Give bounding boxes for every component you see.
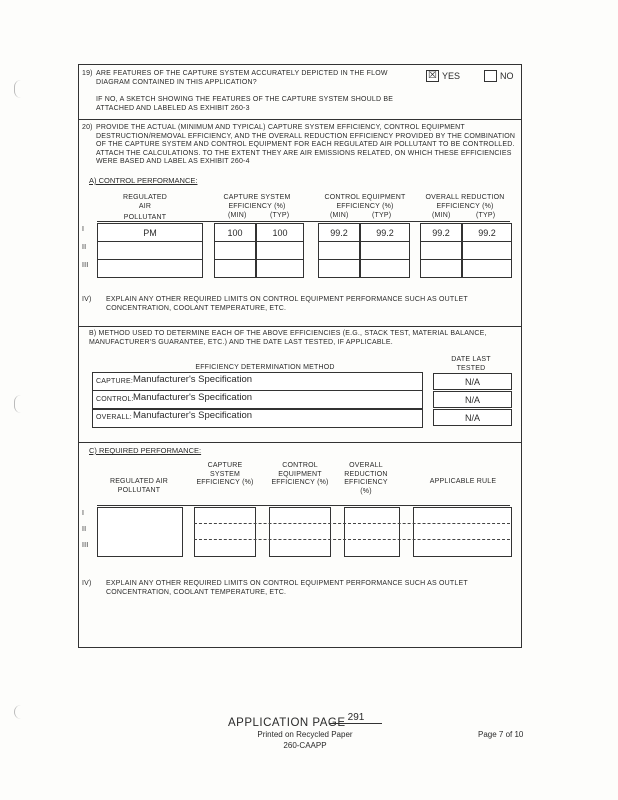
method-header: EFFICIENCY DETERMINATION METHOD (195, 364, 335, 371)
section-a-explain: EXPLAIN ANY OTHER REQUIRED LIMITS ON CONTROL EQUIPMENT PERFORMANCE SUCH AS OUTLET CONCENTRATION, COOLANT TEMPERATURE, ETC. (106, 296, 468, 312)
section-a-title: A) CONTROL PERFORMANCE: (89, 176, 198, 185)
ctl-typ-field[interactable]: 99.2 (360, 223, 410, 242)
divider (78, 442, 521, 443)
cap-min-field[interactable]: 100 (214, 223, 256, 242)
c-control-field[interactable] (269, 507, 331, 557)
q20-number: 20) (82, 124, 93, 131)
application-page-label: APPLICATION PAGE (228, 717, 346, 729)
form-code: 260-CAAPP (283, 741, 327, 750)
page-of: Page 7 of 10 (478, 730, 524, 739)
cap-typ-field[interactable] (256, 241, 304, 260)
c-col-pollutant-header: REGULATED AIR POLLUTANT (109, 478, 169, 494)
q19-question: ARE FEATURES OF THE CAPTURE SYSTEM ACCURATELY DEPICTED IN THE FLOW DIAGRAM CONTAINED IN THIS APPLICATION? (96, 70, 388, 86)
method-row-label: OVERALL: (96, 414, 132, 421)
ctl-min-field[interactable]: 99.2 (318, 223, 360, 242)
row-label: I (82, 226, 85, 233)
section-c-explain: EXPLAIN ANY OTHER REQUIRED LIMITS ON CONTROL EQUIPMENT PERFORMANCE SUCH AS OUTLET CONCENTRATION, COOLANT TEMPERATURE, ETC. (106, 580, 468, 596)
pollutant-field[interactable] (97, 259, 203, 278)
cap-typ-field[interactable]: 100 (256, 223, 304, 242)
q20-text: PROVIDE THE ACTUAL (MINIMUM AND TYPICAL) CAPTURE SYSTEM EFFICIENCY, CONTROL EQUIPMENT DESTRUCTION/REMOVAL EFFICIENCY, AND THE OVERALL REDUCTION EFFICIENCY PROVIDED BY THE COMBINATION OF THE CAPTURE SYSTEM AND CONTROL EQUIPMENT FOR EACH REGULATED AIR POLLUTANT TO BE CONTROLLED. ATTACH THE CALCULATIONS. TO THE EXTENT THEY ARE AIR EMISSIONS RELATED, ON WHICH THESE EFFICIENCIES WERE BASED AND LABEL AS EXHIBIT 260-4 (96, 124, 516, 165)
cap-min-field[interactable] (214, 241, 256, 260)
ov-typ-field[interactable]: 99.2 (462, 223, 512, 242)
table-a-top-rule (97, 221, 510, 222)
method-field[interactable]: Manufacturer's Specification (133, 410, 253, 421)
date-field[interactable]: N/A (433, 409, 512, 426)
section-b-title: B) METHOD USED TO DETERMINE EACH OF THE ABOVE EFFICIENCIES (E.G., STACK TEST, MATERIAL BALANCE, MANUFACTURER'S GUARANTEE, ETC.) AND THE DATE LAST TESTED, IF APPLICABLE. (89, 330, 487, 346)
row-label: I (82, 510, 85, 517)
ctl-typ-field[interactable] (360, 241, 410, 260)
divider (92, 390, 422, 391)
c-col-overall-header: OVERALL REDUCTION EFFICIENCY (%) (344, 462, 388, 495)
divider (78, 119, 521, 120)
q19-if-no: IF NO, A SKETCH SHOWING THE FEATURES OF THE CAPTURE SYSTEM SHOULD BE ATTACHED AND LABELED AS EXHIBIT 260-3 (96, 96, 394, 112)
ctl-min-field[interactable] (318, 259, 360, 278)
cap-typ-field[interactable] (256, 259, 304, 278)
ctl-typ-field[interactable] (360, 259, 410, 278)
c-pollutant-field[interactable] (97, 507, 183, 557)
ctl-min-field[interactable] (318, 241, 360, 260)
row-label: III (82, 262, 89, 269)
cap-min-field[interactable] (214, 259, 256, 278)
col-pollutant-header: REGULATED AIR POLLUTANT (122, 194, 168, 221)
q19-number: 19) (82, 70, 93, 77)
q19-no-checkbox[interactable] (484, 70, 497, 82)
method-field[interactable]: Manufacturer's Specification (133, 392, 253, 403)
date-header: DATE LAST TESTED (451, 356, 491, 372)
cap-typ-header: (TYP) (270, 212, 290, 219)
row-label: II (82, 526, 87, 533)
method-field[interactable]: Manufacturer's Specification (133, 374, 253, 385)
ov-typ-field[interactable] (462, 259, 512, 278)
ov-typ-header: (TYP) (476, 212, 496, 219)
c-rule-field[interactable] (413, 507, 512, 557)
pollutant-field[interactable] (97, 241, 203, 260)
binder-hole-mark (14, 395, 21, 413)
col-overall-header: OVERALL REDUCTION EFFICIENCY (%) (425, 194, 505, 210)
q19-yes-checkbox[interactable]: ☒ (426, 70, 439, 82)
application-page-number: 291 (330, 712, 382, 724)
ov-min-field[interactable] (420, 259, 462, 278)
row-separator (194, 539, 510, 540)
method-row-label: CAPTURE: (96, 378, 133, 385)
pollutant-field[interactable]: PM (97, 223, 203, 242)
c-overall-field[interactable] (344, 507, 400, 557)
q19-no-label: NO (500, 71, 514, 81)
printed-on-recycled: Printed on Recycled Paper (257, 730, 353, 739)
ctl-min-header: (MIN) (330, 212, 349, 219)
row-label: III (82, 542, 89, 549)
c-capture-field[interactable] (194, 507, 256, 557)
row-label: IV) (82, 580, 92, 587)
date-field[interactable]: N/A (433, 373, 512, 390)
c-col-capture-header: CAPTURE SYSTEM EFFICIENCY (%) (196, 462, 254, 486)
binder-hole-mark (14, 80, 21, 98)
col-capture-header: CAPTURE SYSTEM EFFICIENCY (%) (223, 194, 291, 210)
c-col-rule-header: APPLICABLE RULE (429, 478, 497, 485)
row-label: IV) (82, 296, 92, 303)
ov-min-field[interactable]: 99.2 (420, 223, 462, 242)
ov-min-header: (MIN) (432, 212, 451, 219)
ov-typ-field[interactable] (462, 241, 512, 260)
divider (78, 326, 521, 327)
col-control-header: CONTROL EQUIPMENT EFFICIENCY (%) (324, 194, 406, 210)
c-col-control-header: CONTROL EQUIPMENT EFFICIENCY (%) (271, 462, 329, 486)
table-c-top-rule (97, 505, 510, 506)
row-separator (194, 523, 510, 524)
section-c-title: C) REQUIRED PERFORMANCE: (89, 446, 202, 455)
binder-hole-mark (14, 705, 21, 719)
row-label: II (82, 244, 87, 251)
ov-min-field[interactable] (420, 241, 462, 260)
date-field[interactable]: N/A (433, 391, 512, 408)
ctl-typ-header: (TYP) (372, 212, 392, 219)
method-row-label: CONTROL: (96, 396, 134, 403)
cap-min-header: (MIN) (228, 212, 247, 219)
q19-yes-label: YES (442, 71, 461, 81)
